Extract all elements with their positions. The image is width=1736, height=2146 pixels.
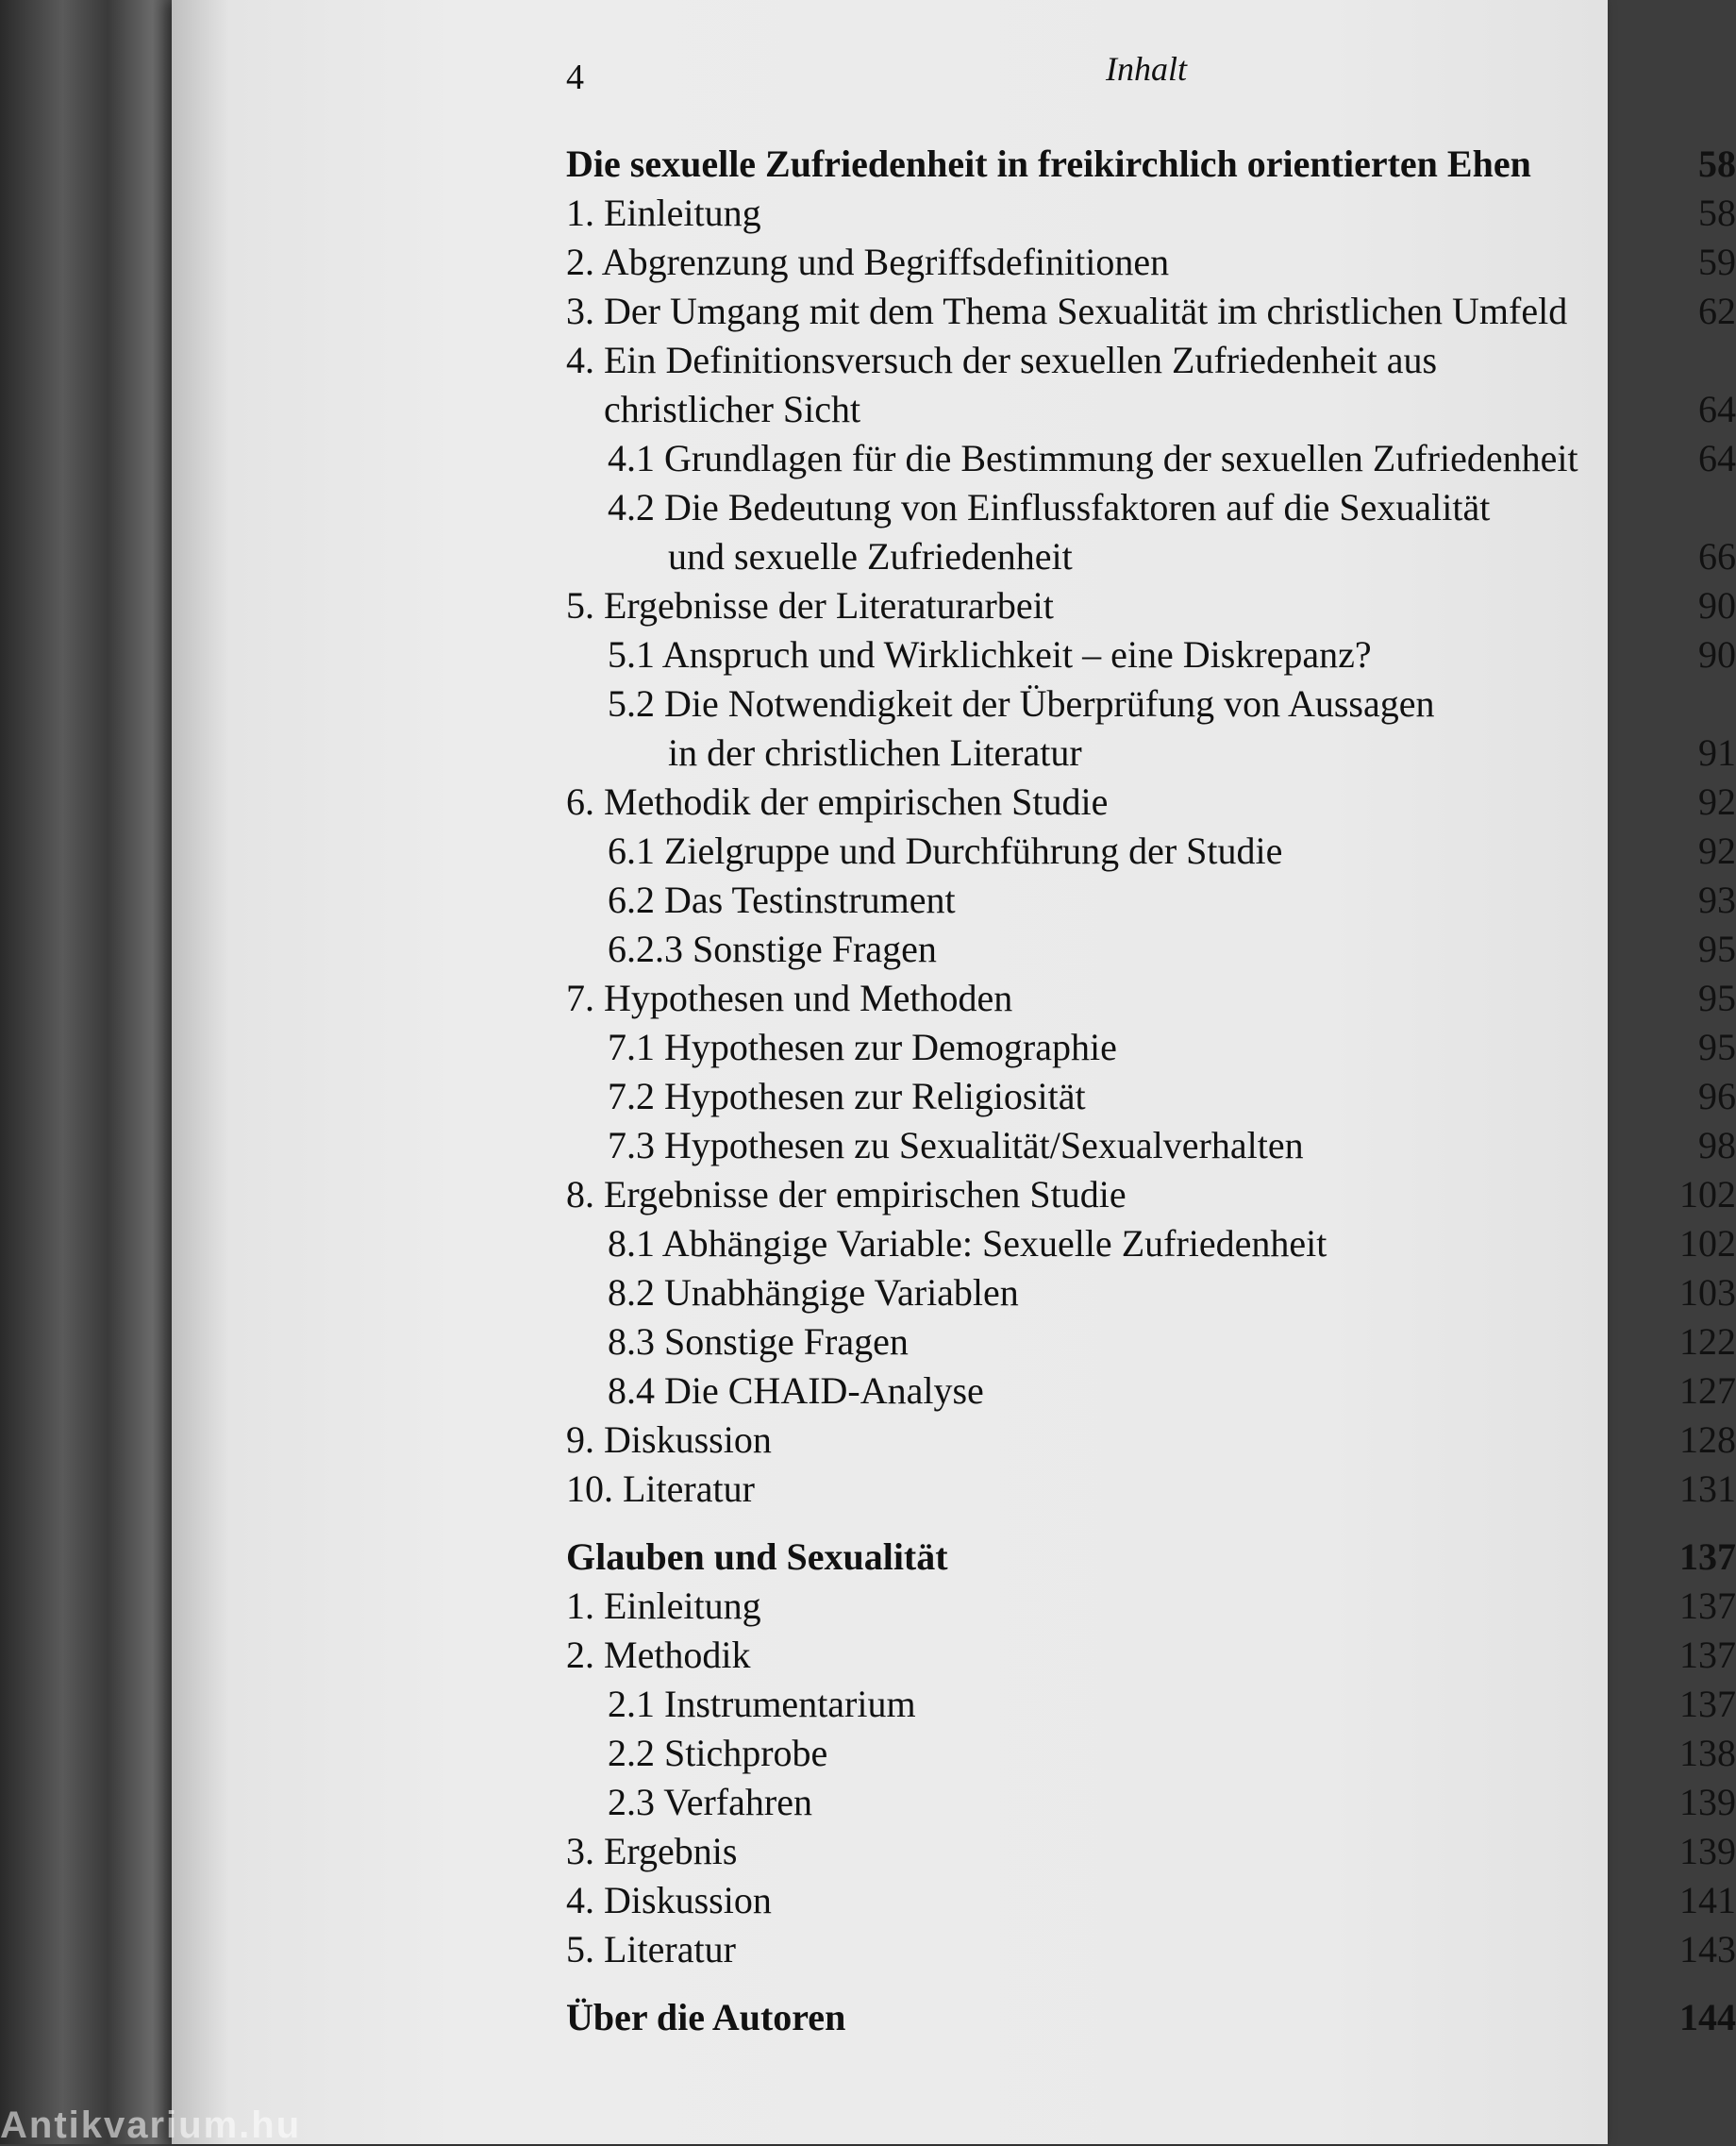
toc-entry bbox=[566, 336, 1736, 385]
toc-subentry bbox=[566, 1778, 1736, 1827]
toc-subentry bbox=[566, 827, 1736, 876]
toc-subentry bbox=[566, 925, 1736, 974]
toc-entry-label: 7.2 Hypothesen zur Religiosität bbox=[608, 1075, 1086, 1117]
toc-page-number: 93 bbox=[1698, 879, 1736, 921]
toc-entry-label: 4. Diskussion bbox=[566, 1879, 772, 1921]
toc-entry-label: 10. Literatur bbox=[566, 1467, 755, 1510]
toc-entry-label: 6.2.3 Sonstige Fragen bbox=[608, 928, 937, 970]
toc-entry-label: 6. Methodik der empirischen Studie bbox=[566, 780, 1109, 823]
table-of-contents bbox=[566, 140, 1736, 2042]
toc-page-number: 95 bbox=[1698, 977, 1736, 1019]
toc-page-number: 98 bbox=[1698, 1124, 1736, 1166]
toc-entry-label: 6.2 Das Testinstrument bbox=[608, 879, 956, 921]
toc-page-number: 137 bbox=[1679, 1584, 1736, 1627]
toc-subentry bbox=[566, 483, 1736, 532]
toc-entry-label: 7.3 Hypothesen zu Sexualität/Sexualverhalten bbox=[608, 1124, 1304, 1166]
toc-entry-label: 7.1 Hypothesen zur Demographie bbox=[608, 1026, 1117, 1068]
toc-subentry bbox=[566, 876, 1736, 925]
toc-entry-label: 8.1 Abhängige Variable: Sexuelle Zufriedenheit bbox=[608, 1222, 1327, 1265]
toc-subentry bbox=[566, 630, 1736, 679]
toc-subentry bbox=[566, 1023, 1736, 1072]
toc-subentry bbox=[566, 1121, 1736, 1170]
toc-section-title: Glauben und Sexualität bbox=[566, 1535, 948, 1578]
toc-entry-label: 7. Hypothesen und Methoden bbox=[566, 977, 1013, 1019]
book-spine-shadow bbox=[0, 0, 179, 2144]
toc-page-number: 90 bbox=[1698, 633, 1736, 676]
toc-page-number: 137 bbox=[1679, 1683, 1736, 1725]
toc-entry bbox=[566, 1876, 1736, 1925]
toc-page-number: 128 bbox=[1679, 1418, 1736, 1461]
toc-page-number: 92 bbox=[1698, 780, 1736, 823]
toc-entry-continuation bbox=[566, 729, 1736, 778]
toc-entry-label: 2. Methodik bbox=[566, 1634, 751, 1676]
toc-page-number: 144 bbox=[1679, 1996, 1736, 2038]
toc-section-title: Die sexuelle Zufriedenheit in freikirchlich orientierten Ehen bbox=[566, 143, 1531, 185]
toc-page-number: 66 bbox=[1698, 535, 1736, 578]
toc-entry-label: 4.2 Die Bedeutung von Einflussfaktoren auf die Sexualität bbox=[608, 486, 1491, 528]
toc-entry bbox=[566, 778, 1736, 827]
watermark: Antikvarium.hu bbox=[0, 2104, 302, 2146]
toc-page-number: 141 bbox=[1679, 1879, 1736, 1921]
toc-entry bbox=[566, 1170, 1736, 1219]
book-page bbox=[172, 0, 1736, 2144]
toc-entry bbox=[566, 1631, 1736, 1680]
toc-entry bbox=[566, 581, 1736, 630]
toc-entry-label: 6.1 Zielgruppe und Durchführung der Studie bbox=[608, 830, 1283, 872]
toc-subentry bbox=[566, 1317, 1736, 1366]
toc-page-number: 127 bbox=[1679, 1369, 1736, 1412]
toc-entry-label-cont: und sexuelle Zufriedenheit bbox=[668, 535, 1073, 578]
toc-entry bbox=[566, 238, 1736, 287]
toc-page-number: 138 bbox=[1679, 1732, 1736, 1774]
toc-page-number: 62 bbox=[1698, 290, 1736, 332]
toc-entry bbox=[566, 1416, 1736, 1465]
toc-page-number: 143 bbox=[1679, 1928, 1736, 1970]
toc-subentry bbox=[566, 1219, 1736, 1268]
toc-page-number: 137 bbox=[1679, 1535, 1736, 1578]
running-title: Inhalt bbox=[1106, 50, 1187, 88]
toc-entry-label-cont: christlicher Sicht bbox=[604, 388, 861, 430]
toc-entry-label: 5.2 Die Notwendigkeit der Überprüfung von Aussagen bbox=[608, 682, 1435, 725]
toc-page-number: 90 bbox=[1698, 584, 1736, 627]
toc-subentry bbox=[566, 679, 1736, 729]
toc-entry bbox=[566, 1465, 1736, 1514]
toc-subentry bbox=[566, 434, 1736, 483]
toc-subentry bbox=[566, 1729, 1736, 1778]
toc-entry-label: 2.2 Stichprobe bbox=[608, 1732, 828, 1774]
toc-entry-label: 2. Abgrenzung und Begriffsdefinitionen bbox=[566, 241, 1170, 283]
toc-entry-label: 8.2 Unabhängige Variablen bbox=[608, 1271, 1019, 1314]
toc-entry-label: 4.1 Grundlagen für die Bestimmung der sexuellen Zufriedenheit bbox=[608, 437, 1578, 479]
toc-entry-label: 4. Ein Definitionsversuch der sexuellen Zufriedenheit aus bbox=[566, 339, 1438, 381]
toc-page-number: 59 bbox=[1698, 241, 1736, 283]
toc-page-number: 92 bbox=[1698, 830, 1736, 872]
toc-page-number: 139 bbox=[1679, 1781, 1736, 1823]
toc-page-number: 95 bbox=[1698, 1026, 1736, 1068]
toc-section-heading bbox=[566, 1533, 1736, 1582]
toc-page-number: 122 bbox=[1679, 1320, 1736, 1363]
toc-entry-label: 1. Einleitung bbox=[566, 1584, 761, 1627]
toc-page-number: 95 bbox=[1698, 928, 1736, 970]
toc-entry-label-cont: in der christlichen Literatur bbox=[668, 731, 1082, 774]
toc-section-heading bbox=[566, 140, 1736, 189]
toc-entry-label: 3. Ergebnis bbox=[566, 1830, 738, 1872]
toc-subentry bbox=[566, 1268, 1736, 1317]
toc-entry-label: 3. Der Umgang mit dem Thema Sexualität im christlichen Umfeld bbox=[566, 290, 1568, 332]
toc-subentry bbox=[566, 1366, 1736, 1416]
toc-page-number: 58 bbox=[1698, 192, 1736, 234]
toc-entry-continuation bbox=[566, 532, 1736, 581]
toc-entry-label: 5. Ergebnisse der Literaturarbeit bbox=[566, 584, 1054, 627]
toc-page-number: 131 bbox=[1679, 1467, 1736, 1510]
toc-page-number: 102 bbox=[1679, 1222, 1736, 1265]
toc-entry-label: 8.4 Die CHAID-Analyse bbox=[608, 1369, 984, 1412]
toc-entry bbox=[566, 1827, 1736, 1876]
toc-page-number: 102 bbox=[1679, 1173, 1736, 1216]
toc-section-heading bbox=[566, 1993, 1736, 2042]
toc-entry bbox=[566, 1582, 1736, 1631]
toc-page-number: 64 bbox=[1698, 388, 1736, 430]
toc-section-title: Über die Autoren bbox=[566, 1996, 846, 2038]
toc-page-number: 137 bbox=[1679, 1634, 1736, 1676]
toc-entry-label: 8.3 Sonstige Fragen bbox=[608, 1320, 909, 1363]
toc-page-number: 64 bbox=[1698, 437, 1736, 479]
toc-entry-label: 5.1 Anspruch und Wirklichkeit – eine Diskrepanz? bbox=[608, 633, 1372, 676]
toc-entry-label: 9. Diskussion bbox=[566, 1418, 772, 1461]
toc-subentry bbox=[566, 1072, 1736, 1121]
toc-entry-label: 2.3 Verfahren bbox=[608, 1781, 812, 1823]
toc-subentry bbox=[566, 1680, 1736, 1729]
toc-entry-label: 2.1 Instrumentarium bbox=[608, 1683, 916, 1725]
toc-entry-label: 5. Literatur bbox=[566, 1928, 736, 1970]
toc-entry bbox=[566, 974, 1736, 1023]
toc-page-number: 103 bbox=[1679, 1271, 1736, 1314]
toc-page-number: 96 bbox=[1698, 1075, 1736, 1117]
toc-entry-label: 1. Einleitung bbox=[566, 192, 761, 234]
toc-entry bbox=[566, 287, 1736, 336]
toc-entry bbox=[566, 189, 1736, 238]
toc-entry-label: 8. Ergebnisse der empirischen Studie bbox=[566, 1173, 1127, 1216]
toc-page-number: 58 bbox=[1698, 143, 1736, 185]
page-number: 4 bbox=[566, 58, 584, 97]
toc-page-number: 91 bbox=[1698, 731, 1736, 774]
toc-page-number: 139 bbox=[1679, 1830, 1736, 1872]
toc-entry bbox=[566, 1925, 1736, 1974]
toc-entry-continuation bbox=[566, 385, 1736, 434]
